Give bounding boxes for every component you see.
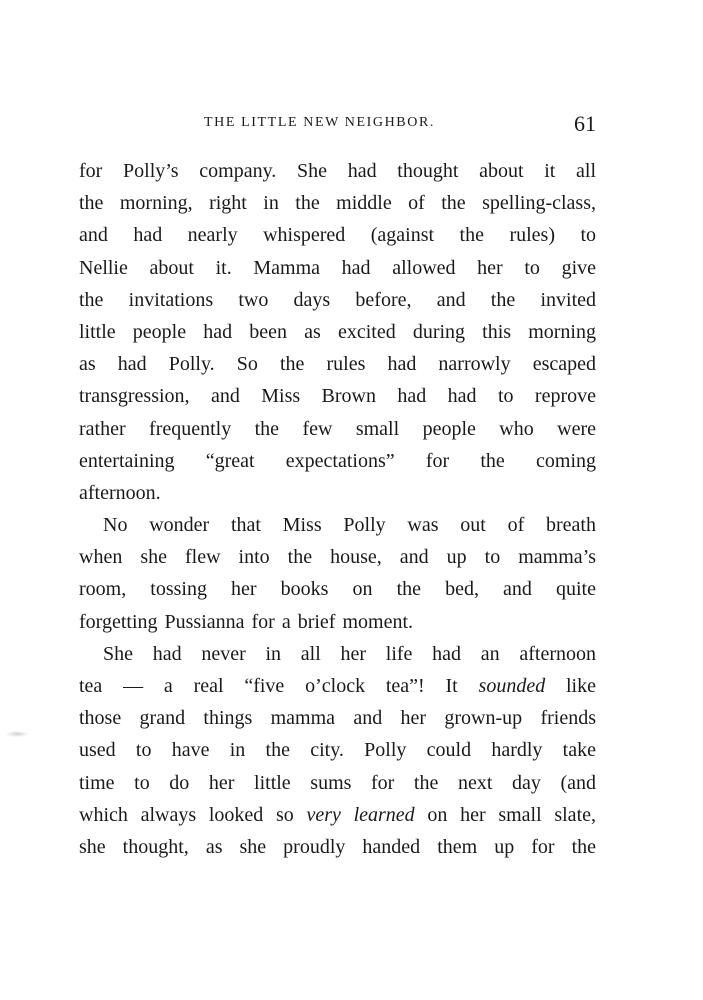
text-line: Nellie about it. Mamma had allowed her to give: [79, 256, 596, 279]
text-line: entertaining “great expectations” for the coming: [79, 449, 596, 472]
text-fragment: which always looked so: [79, 803, 294, 826]
text-line: used to have in the city. Polly could hardly take: [79, 739, 596, 762]
text-line: when she flew into the house, and up to mamma’s: [79, 546, 596, 569]
italic-text: very learned: [306, 803, 415, 826]
text-line: for Polly’s company. She had thought about it all: [79, 160, 596, 182]
text-line: [79, 799, 596, 831]
text-line: the invitations two days before, and the invited: [79, 288, 596, 311]
italic-text: sounded: [478, 675, 546, 697]
text-fragment: like: [566, 675, 596, 697]
text-line: time to do her little sums for the next day (and: [79, 771, 596, 794]
text-fragment: tea — a real “five o’clock tea”! It: [79, 675, 458, 697]
text-line: she thought, as she proudly handed them up for the: [79, 835, 596, 858]
paragraph-2: [79, 509, 596, 638]
text-line: [79, 670, 596, 702]
text-line: forgetting Pussianna for a brief moment.: [79, 610, 414, 633]
text-line: afternoon.: [79, 481, 161, 504]
scan-smudge: [6, 731, 28, 737]
text-line: little people had been as excited during this morning: [79, 320, 596, 343]
text-line: transgression, and Miss Brown had had to reprove: [79, 385, 596, 408]
text-line: those grand things mamma and her grown-up friends: [79, 707, 596, 730]
paragraph-3: [79, 638, 596, 863]
text-line: the morning, right in the middle of the spelling-class,: [79, 192, 596, 215]
page-number: 61: [574, 111, 596, 136]
text-line: and had nearly whispered (against the rules) to: [79, 224, 596, 247]
text-line: rather frequently the few small people who were: [79, 417, 596, 440]
paragraph-1: [79, 155, 596, 509]
text-line: room, tossing her books on the bed, and quite: [79, 578, 596, 601]
body-text: [79, 155, 596, 863]
text-fragment: on her small slate,: [427, 803, 596, 826]
running-title: THE LITTLE NEW NEIGHBOR.: [204, 115, 435, 130]
text-line: as had Polly. So the rules had narrowly escaped: [79, 353, 596, 376]
text-line: She had never in all her life had an afternoon: [103, 642, 596, 665]
running-head: [0, 111, 703, 135]
text-line: No wonder that Miss Polly was out of breath: [103, 514, 596, 537]
